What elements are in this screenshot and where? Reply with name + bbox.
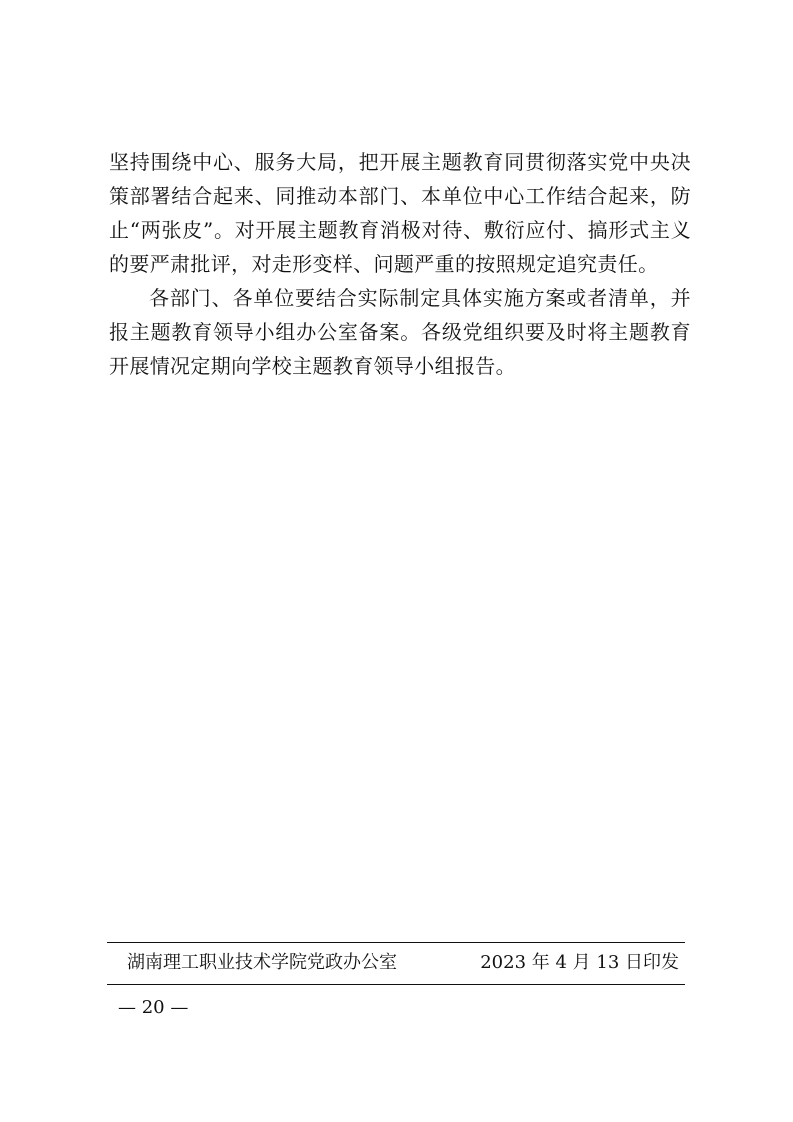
- paragraph-filing-requirements: 各部门、各单位要结合实际制定具体实施方案或者清单，并报主题教育领导小组办公室备案。各级党组织要及时将主题教育开展情况定期向学校主题教育领导小组报告。: [109, 286, 691, 378]
- issue-date: 2023 年 4 月 13 日印发: [480, 952, 679, 973]
- footer-bottom-rule: [107, 984, 685, 985]
- footer-top-rule: [107, 942, 685, 943]
- page-number: — 20 —: [118, 997, 189, 1018]
- paragraph-continuation: 坚持围绕中心、服务大局，把开展主题教育同贯彻落实党中央决策部署结合起来、同推动本部门、本单位中心工作结合起来，防止“两张皮”。对开展主题教育消极对待、敷衍应付、搞形式主义的要严肃批评，对走形变样、问题严重的按照规定追究责任。: [109, 150, 691, 276]
- body-text: [109, 145, 691, 383]
- issuer-office: 湖南理工职业技术学院党政办公室: [127, 952, 397, 973]
